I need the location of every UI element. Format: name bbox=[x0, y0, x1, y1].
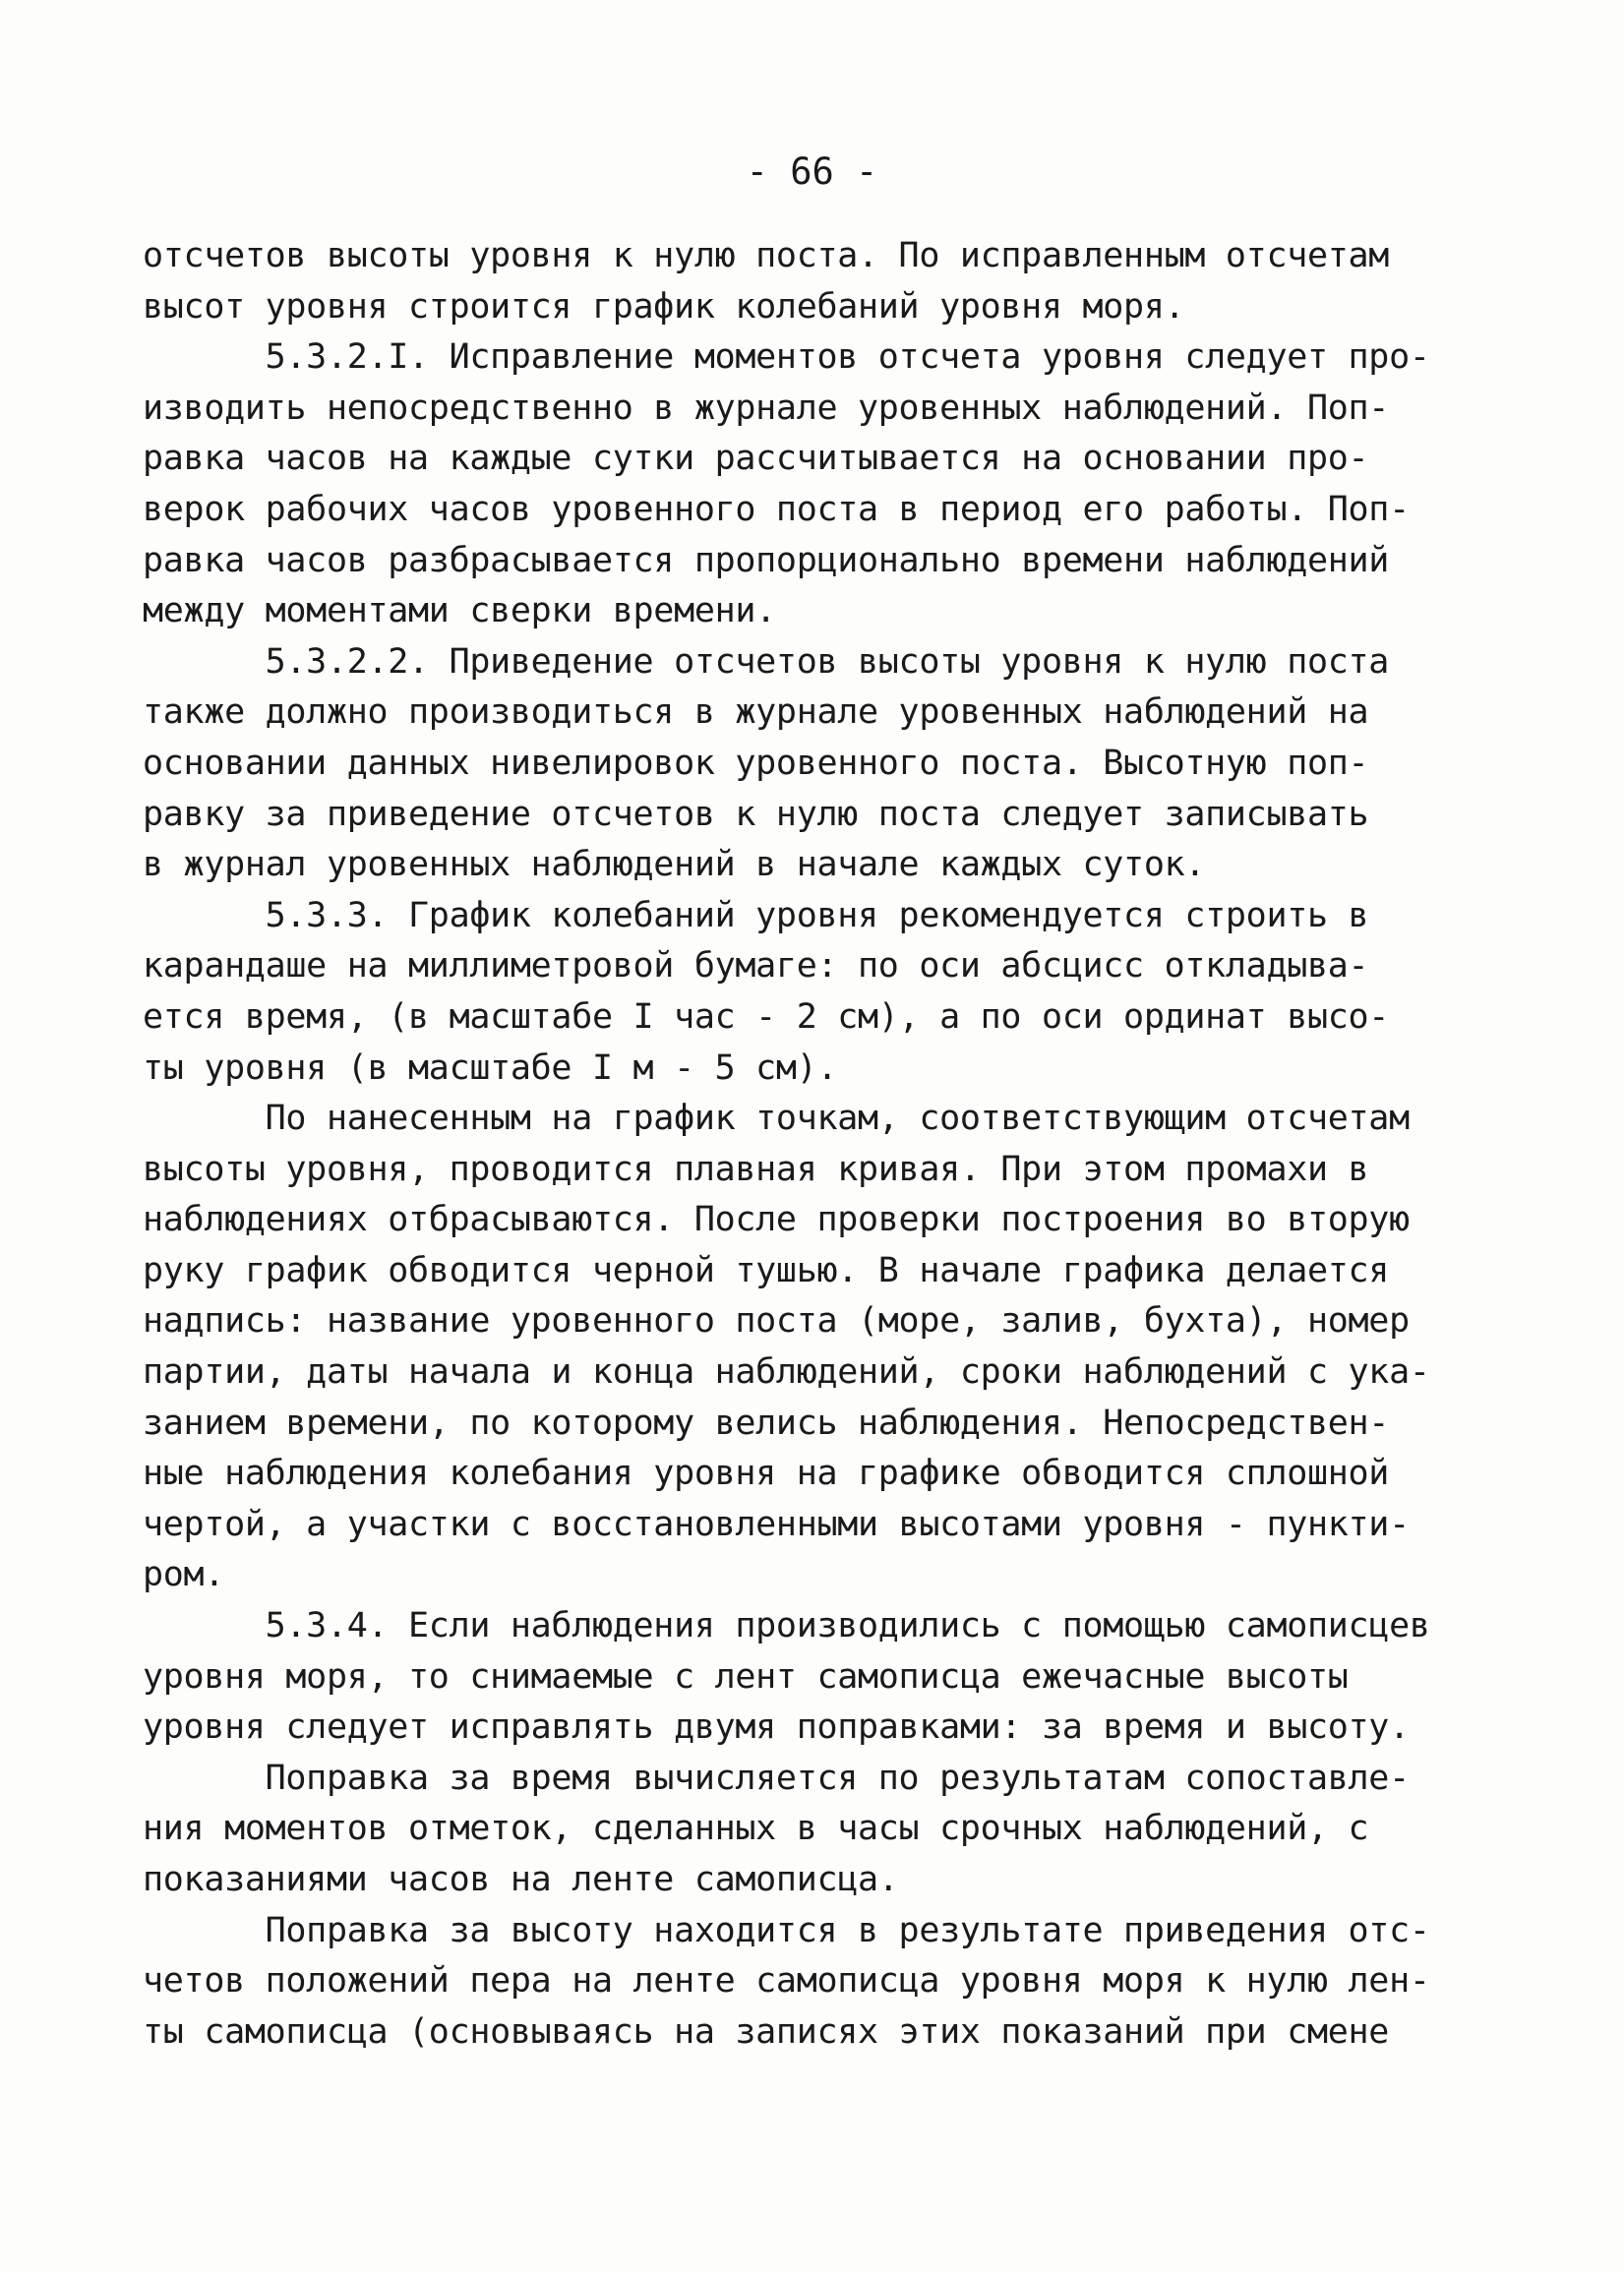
text-line: Поправка за высоту находится в результате приведения отс- bbox=[143, 1910, 1430, 1950]
text-line: чертой, а участки с восстановленными высотами уровня - пункти- bbox=[143, 1504, 1410, 1544]
text-line: ные наблюдения колебания уровня на графике обводится сплошной bbox=[143, 1454, 1390, 1494]
text-line: ется время, (в масштабе I час - 2 см), а по оси ординат высо- bbox=[143, 996, 1390, 1037]
text-line: карандаше на миллиметровой бумаге: по оси абсцисс откладыва- bbox=[143, 946, 1369, 987]
text-line: ты самописца (основываясь на записях этих показаний при смене bbox=[143, 2011, 1390, 2052]
text-line: показаниями часов на ленте самописца. bbox=[143, 1860, 899, 1899]
text-line: наблюдениях отбрасываются. После проверки построения во вторую bbox=[143, 1200, 1410, 1240]
text-line: Поправка за время вычисляется по результатам сопоставле- bbox=[143, 1758, 1410, 1798]
text-line: изводить непосредственно в журнале уровенных наблюдений. Поп- bbox=[143, 388, 1390, 428]
text-line: 5.3.2.I. Исправление моментов отсчета уровня следует про- bbox=[143, 337, 1430, 378]
text-line: отсчетов высоты уровня к нулю поста. По исправленным отсчетам bbox=[143, 236, 1390, 275]
text-line: верок рабочих часов уровенного поста в период его работы. Поп- bbox=[143, 489, 1410, 529]
text-line: занием времени, по которому велись наблюдения. Непосредствен- bbox=[143, 1403, 1390, 1443]
text-line: высот уровня строится график колебаний уровня моря. bbox=[143, 286, 1185, 327]
text-line: равка часов разбрасывается пропорционально времени наблюдений bbox=[143, 540, 1390, 580]
text-line: уровня следует исправлять двумя поправками: за время и высоту. bbox=[143, 1707, 1410, 1748]
text-line: надпись: название уровенного поста (море, залив, бухта), номер bbox=[143, 1301, 1410, 1342]
text-line: равку за приведение отсчетов к нулю поста следует записывать bbox=[143, 794, 1369, 834]
text-line: высоты уровня, проводится плавная кривая. При этом промахи в bbox=[143, 1149, 1369, 1189]
text-line: партии, даты начала и конца наблюдений, сроки наблюдений с ука- bbox=[143, 1352, 1430, 1393]
text-line: 5.3.4. Если наблюдения производились с помощью самописцев bbox=[143, 1606, 1430, 1646]
body-text bbox=[143, 231, 1441, 2058]
text-line: руку график обводится черной тушью. В начале графика делается bbox=[143, 1250, 1390, 1290]
text-line: 5.3.3. График колебаний уровня рекомендуется строить в bbox=[143, 895, 1369, 935]
text-line: в журнал уровенных наблюдений в начале каждых суток. bbox=[143, 845, 1206, 885]
text-line: также должно производиться в журнале уровенных наблюдений на bbox=[143, 692, 1369, 733]
text-line: равка часов на каждые сутки рассчитывается на основании про- bbox=[143, 439, 1369, 479]
text-line: ты уровня (в масштабе I м - 5 см). bbox=[143, 1047, 838, 1088]
text-line: По нанесенным на график точкам, соответствующим отсчетам bbox=[143, 1099, 1410, 1139]
text-line: между моментами сверки времени. bbox=[143, 591, 776, 631]
text-line: 5.3.2.2. Приведение отсчетов высоты уровня к нулю поста bbox=[143, 641, 1390, 682]
text-line: ром. bbox=[143, 1555, 225, 1595]
text-line: уровня моря, то снимаемые с лент самописца ежечасные высоты bbox=[143, 1656, 1349, 1697]
text-line: четов положений пера на ленте самописца уровня моря к нулю лен- bbox=[143, 1961, 1430, 2002]
text-line: ния моментов отметок, сделанных в часы срочных наблюдений, с bbox=[143, 1809, 1369, 1849]
page-number: - 66 - bbox=[746, 150, 878, 193]
text-line: основании данных нивелировок уровенного поста. Высотную поп- bbox=[143, 743, 1369, 783]
